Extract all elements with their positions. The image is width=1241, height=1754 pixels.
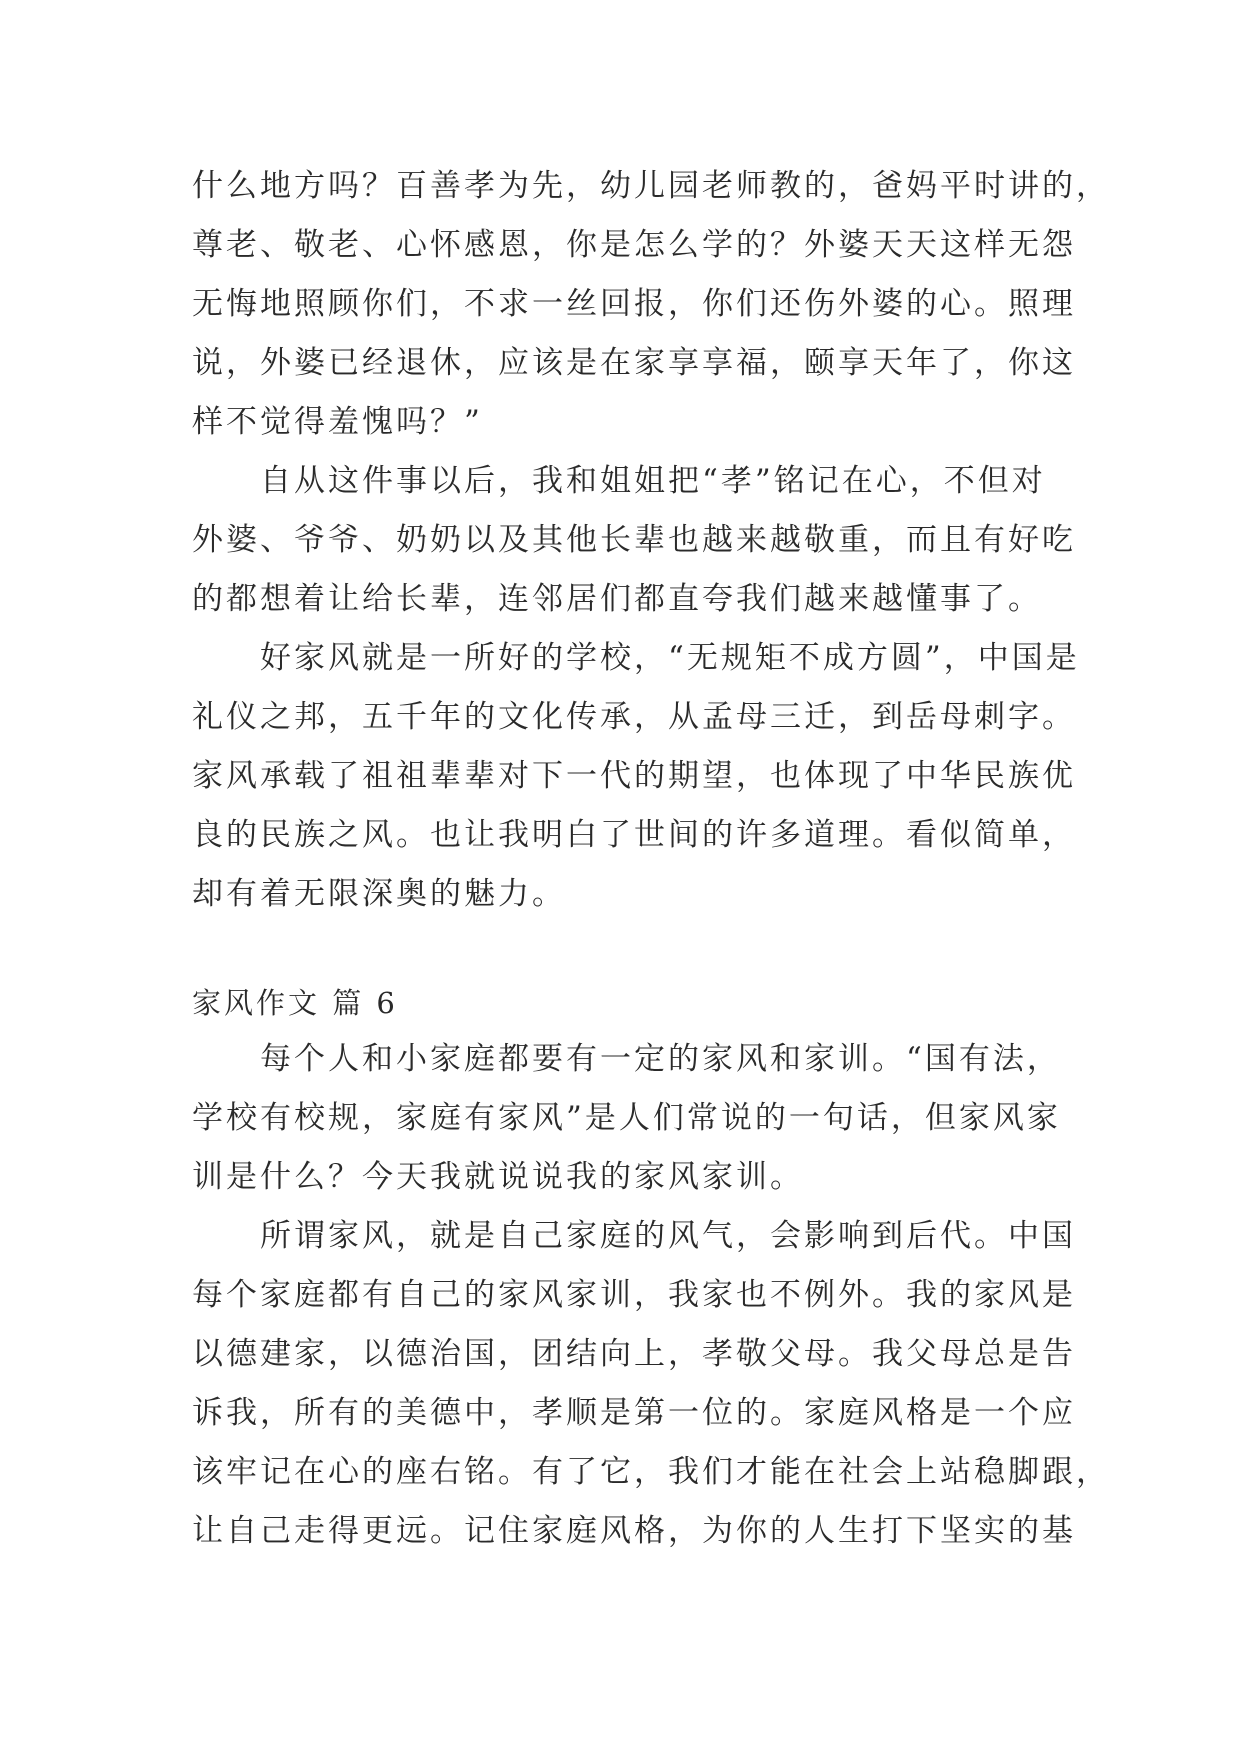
text-line: 说，外婆已经退休，应该是在家享享福，颐享天年了，你这 [192, 345, 1076, 381]
text-line: 礼仪之邦，五千年的文化传承，从孟母三迁，到岳母刺字。 [192, 699, 1076, 735]
section-heading: 家风作文 篇 6 [192, 986, 398, 1020]
text-line: 让自己走得更远。记住家庭风格，为你的人生打下坚实的基 [192, 1513, 1076, 1549]
text-line: 样不觉得羞愧吗？” [192, 404, 483, 440]
text-line: 尊老、敬老、心怀感恩，你是怎么学的？外婆天天这样无怨 [192, 227, 1076, 263]
text-line: 训是什么？今天我就说说我的家风家训。 [192, 1159, 804, 1195]
text-line: 什么地方吗？百善孝为先，幼儿园老师教的，爸妈平时讲的， [192, 168, 1110, 204]
text-line: 良的民族之风。也让我明白了世间的许多道理。看似简单， [192, 817, 1076, 853]
text-line: 每个人和小家庭都要有一定的家风和家训。“国有法， [192, 1041, 1061, 1077]
text-line: 却有着无限深奥的魅力。 [192, 876, 566, 912]
text-line: 诉我，所有的美德中，孝顺是第一位的。家庭风格是一个应 [192, 1395, 1076, 1431]
text-line: 好家风就是一所好的学校，“无规矩不成方圆”，中国是 [192, 640, 1080, 676]
text-line: 外婆、爷爷、奶奶以及其他长辈也越来越敬重，而且有好吃 [192, 522, 1076, 558]
text-line: 的都想着让给长辈，连邻居们都直夸我们越来越懂事了。 [192, 581, 1042, 617]
text-line: 所谓家风，就是自己家庭的风气，会影响到后代。中国 [192, 1218, 1076, 1254]
text-line: 无悔地照顾你们，不求一丝回报，你们还伤外婆的心。照理 [192, 286, 1076, 322]
text-line: 自从这件事以后，我和姐姐把“孝”铭记在心，不但对 [192, 463, 1046, 499]
text-line: 每个家庭都有自己的家风家训，我家也不例外。我的家风是 [192, 1277, 1076, 1313]
text-line: 家风承载了祖祖辈辈对下一代的期望，也体现了中华民族优 [192, 758, 1076, 794]
text-line: 该牢记在心的座右铭。有了它，我们才能在社会上站稳脚跟， [192, 1454, 1110, 1490]
text-line: 以德建家，以德治国，团结向上，孝敬父母。我父母总是告 [192, 1336, 1076, 1372]
text-line: 学校有校规，家庭有家风”是人们常说的一句话，但家风家 [192, 1100, 1061, 1136]
